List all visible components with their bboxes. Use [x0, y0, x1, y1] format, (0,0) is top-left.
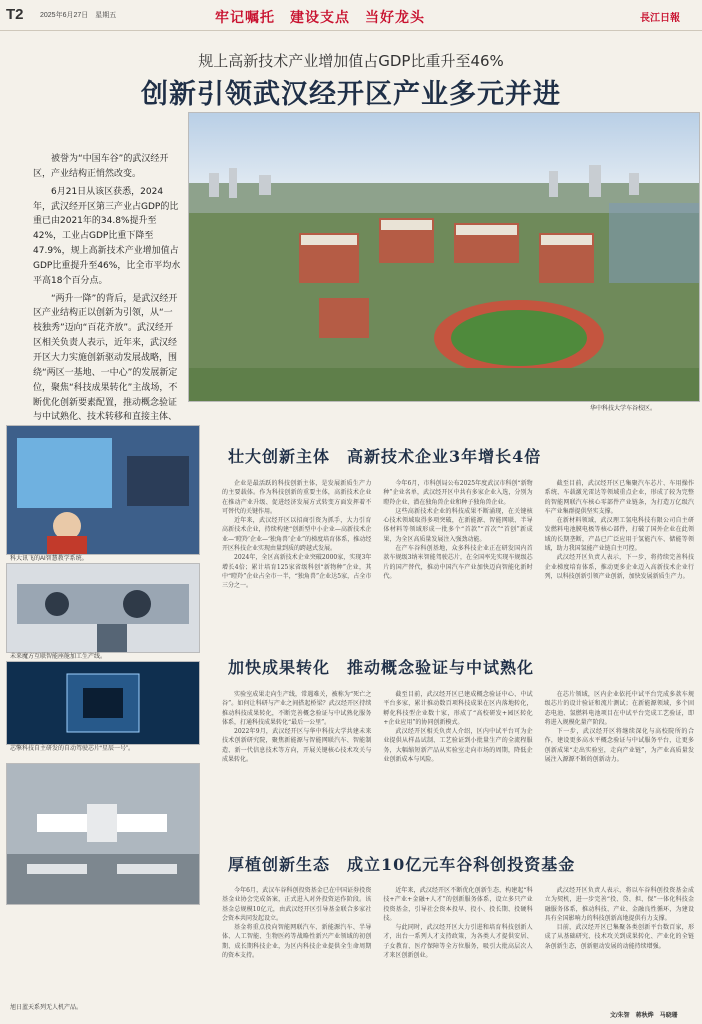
body-paragraph: 在芯片领域，区内企业依托中试平台完成多款车规级芯片的设计验证和流片测试；在新能源领域，多个固态电池、氢燃料电池项目在中试平台完成工艺验证，即将进入规模化量产阶段。 — [544, 691, 694, 726]
section-body-1 — [222, 479, 694, 624]
cockpit-line-image — [7, 564, 199, 652]
lead-paragraph: “两升一降”的背后，是武汉经开区产业结构正以创新为引领，从“一枝独秀”迈向“百花齐放”。武汉经开区相关负责人表示，近年来，武汉经开区大力实施创新驱动发展战略，围绕“两区一基地、一中心”的发展新定位，聚焦“科技成果转化”主战场，不断优化创新要素配置，推动概念验证与中试熟化、技术转移和直接主体、 — [33, 293, 178, 423]
body-paragraph: 近年来，武汉经开区以招商引资为抓手，大力引育高新技术企业，持续构建“创新型中小企业—高新技术企业—‘瞪羚’企业—‘独角兽’企业”的梯度培育体系，推动经开区科技企业实现由量到质的跨越式发展。 — [222, 517, 372, 553]
page-number: T2 — [6, 6, 24, 23]
body-paragraph: 截至目前，武汉经开区已集聚汽车芯片、车用操作系统、车载激光雷达等领域重点企业，形成了较为完整的智能网联汽车核心零部件产业链条，为打造万亿级汽车产业集群提供坚实支撑。 — [544, 480, 694, 515]
body-paragraph: 今年6月，武汉车谷科创投资基金已在中国证券投资基金业协会完成备案，正式进入对外投资运作阶段。该基金总规模10亿元，由武汉经开区引导基金联合多家社会资本共同发起设立。 — [222, 887, 372, 922]
section-heading-2: 加快成果转化 推动概念验证与中试熟化 — [228, 658, 535, 677]
chip-photo — [6, 661, 200, 745]
main-photo-caption: 华中科技大学车谷校区。 — [590, 406, 657, 412]
side-caption-2: 未来魔方互联智能座舱加工生产线。 — [10, 654, 107, 660]
header-slogan: 牢记嘱托 建设支点 当好龙头 — [215, 10, 425, 26]
campus-aerial-photo — [188, 112, 700, 402]
body-paragraph: 实验室成果走向生产线，常遇难关，被称为“死亡之谷”。如何让科研与产业之间搭起桥梁？武汉经开区持续推动科技成果转化，不断完善概念验证与中试熟化服务体系，打通科技成果转化“最后一公里”。 — [222, 691, 372, 726]
body-paragraph: 这些高新技术企业的科技成果不断涌现，在关键核心技术领域取得多项突破，在新能源、智能网联、半导体材料等领域形成一批多个“首款”“首次”“首创”新成果，为全区高质量发展注入强劲动能。 — [383, 507, 533, 543]
section-body-2 — [222, 690, 694, 840]
body-paragraph: 今年6月，市科创局公布2025年度武汉市科创“新物种”企业名单，武汉经开区中共有多家企业入选，分别为瞪羚企业、潜在独角兽企业和种子独角兽企业。 — [383, 480, 533, 506]
body-paragraph: 武汉经开区相关负责人介绍，区内中试平台可为企业提供从样品试制、工艺验证到小批量生产的全流程服务，大幅缩短新产品从实验室走向市场的周期，降低企业创新成本与风险。 — [383, 728, 533, 764]
issue-date: 2025年6月27日 星期五 — [40, 12, 117, 19]
article-subtitle: 规上高新技术产业增加值占GDP比重升至46% — [198, 52, 504, 70]
side-caption-4: 旭日蓝天系列无人机产品。 — [10, 1005, 83, 1011]
ai-teaching-photo — [6, 425, 200, 555]
body-paragraph: 与此同时，武汉经开区大力引进和培育科技创新人才，出台一系列人才支持政策，为各类人才提供安居、子女教育、医疗保障等全方位服务，吸引大批高层次人才来区创新创业。 — [383, 924, 533, 960]
body-paragraph: 近年来，武汉经开区不断优化创新生态，构建起“科技+产业+金融+人才”的创新服务体系，设立多只产业投资基金，引导社会资本投早、投小、投长期、投硬科技。 — [383, 887, 533, 922]
byline: 文/朱智 蒋秋烨 马晓珊 — [610, 1013, 678, 1019]
newspaper-brand: 長江日報 — [640, 13, 680, 24]
side-caption-3: 芯擎科技自主研发的自动驾驶芯片“星辰一号”。 — [10, 746, 134, 752]
body-paragraph: 在新材料领域，武汉理工氢电科技有限公司自主研发燃料电池膜电极等核心部件，打破了国外企业在此领域的长期垄断，产品已广泛应用于氢能汽车、储能等领域，助力我国氢能产业链自主可控。 — [544, 517, 694, 553]
body-paragraph: 2024年，全区高新技术企业突破2000家，实现3年增长4倍；累计培育125家省级科创“新物种”企业，其中“瞪羚”企业占全市一半，“独角兽”企业达5家，占全市三分之一。 — [222, 554, 372, 590]
drone-photo — [6, 763, 200, 905]
body-paragraph: 在产车谷科创基地，众多科技企业正在研发国内首款车规级3纳米智能驾驶芯片，在全国率先实现车规级芯片的国产替代，推动中国汽车产业加快迈向智能化新时代。 — [383, 545, 533, 580]
section-heading-3: 厚植创新生态 成立10亿元车谷科创投资基金 — [228, 855, 576, 874]
body-paragraph: 目前，武汉经开区已集聚各类创新平台数百家，形成了从基础研究、技术攻关到成果转化、产业化的全链条创新生态，创新驱动发展的动能持续增强。 — [544, 924, 694, 950]
lead-paragraph: 6月21日从该区获悉，2024年，武汉经开区第三产业占GDP的比重已由2021年的34.8%提升至42%，工业占GDP比重下降至47.9%，规上高新技术产业增加值占GDP比重提升至46%，比全市平均水平高18个百分点。 — [33, 186, 181, 286]
body-paragraph: 截至目前，武汉经开区已建成概念验证中心、中试平台多家，累计推动数百项科技成果在区内落地转化，孵化科技型企业数十家，形成了“高校研发+园区转化+企业应用”的协同创新模式。 — [383, 691, 533, 726]
drone-image — [7, 764, 199, 904]
body-paragraph: 武汉经开区负责人表示，将以车谷科创投资基金成立为契机，进一步完善“投、贷、担、保”一体化科技金融服务体系，推动科技、产业、金融良性循环，为建设具有全国影响力的科技创新高地提供有力支撑。 — [544, 887, 694, 922]
cockpit-line-photo — [6, 563, 200, 653]
article-title: 创新引领武汉经开区产业多元并进 — [141, 79, 561, 110]
side-caption-1: 科大讯飞的AI智慧教学系统。 — [10, 556, 88, 562]
body-paragraph: 2022年9月，武汉经开区与华中科技大学共建未来技术创新研究院，聚焦新能源与智能网联汽车、智能制造、新一代信息技术等方向，开展关键核心技术攻关与成果转化。 — [222, 728, 372, 764]
body-paragraph: 企业是最活跃的科技创新主体，是发展新质生产力的主要载体。作为科技创新的重要主体，高新技术企业在推动产业升级、促进经济发展方式转变方面发挥着不可替代的关键作用。 — [222, 480, 372, 515]
section-heading-1: 壮大创新主体 高新技术企业3年增长4倍 — [228, 447, 542, 466]
page-header — [0, 0, 702, 31]
section-body-3 — [222, 886, 694, 1006]
campus-aerial-image — [189, 113, 699, 401]
body-paragraph: 下一步，武汉经开区将继续深化与高校院所的合作，建设更多高水平概念验证与中试服务平台，让更多创新成果“走出实验室，走向产业链”，为产业高质量发展注入源源不断的创新动力。 — [544, 728, 694, 764]
chip-image — [7, 662, 199, 744]
body-paragraph: 基金将重点投向智能网联汽车、新能源汽车、半导体、人工智能、生物医药等战略性新兴产业领域的初创期、成长期科技企业，为区内科技企业提供全生命周期的资本支持。 — [222, 924, 372, 960]
body-paragraph: 武汉经开区负责人表示，下一步，将持续完善科技企业梯度培育体系，推动更多企业迈入高新技术企业行列，以科技创新引领产业创新，加快发展新质生产力。 — [544, 554, 694, 580]
ai-teaching-image — [7, 426, 199, 554]
lead-paragraph: 被誉为“中国车谷”的武汉经开区，产业结构正悄然改变。 — [33, 154, 169, 179]
